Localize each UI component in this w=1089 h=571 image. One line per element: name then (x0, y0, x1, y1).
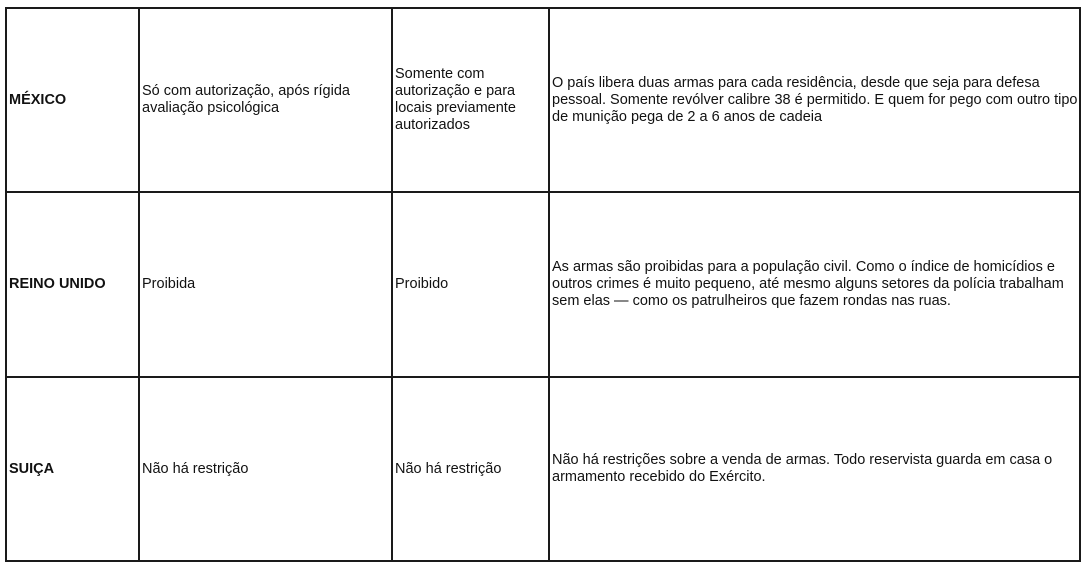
notes-cell: As armas são proibidas para a população civil. Como o índice de homicídios e outros crimes é muito pequeno, até mesmo alguns setores da polícia trabalham sem elas — como os patrulheiros que fazem rondas nas ruas. (549, 192, 1080, 377)
country-cell: REINO UNIDO (6, 192, 139, 377)
gun-laws-table (5, 7, 1081, 562)
table-row (6, 377, 1080, 561)
notes-cell: Não há restrições sobre a venda de armas. Todo reservista guarda em casa o armamento recebido do Exército. (549, 377, 1080, 561)
country-cell: SUIÇA (6, 377, 139, 561)
carry-cell: Proibido (392, 192, 549, 377)
country-cell: MÉXICO (6, 8, 139, 192)
possession-cell: Proibida (139, 192, 392, 377)
possession-cell: Só com autorização, após rígida avaliação psicológica (139, 8, 392, 192)
possession-cell: Não há restrição (139, 377, 392, 561)
table-row (6, 8, 1080, 192)
carry-cell: Somente com autorização e para locais previamente autorizados (392, 8, 549, 192)
carry-cell: Não há restrição (392, 377, 549, 561)
table-row (6, 192, 1080, 377)
notes-cell: O país libera duas armas para cada residência, desde que seja para defesa pessoal. Somente revólver calibre 38 é permitido. E quem for pego com outro tipo de munição pega de 2 a 6 anos de cadeia (549, 8, 1080, 192)
